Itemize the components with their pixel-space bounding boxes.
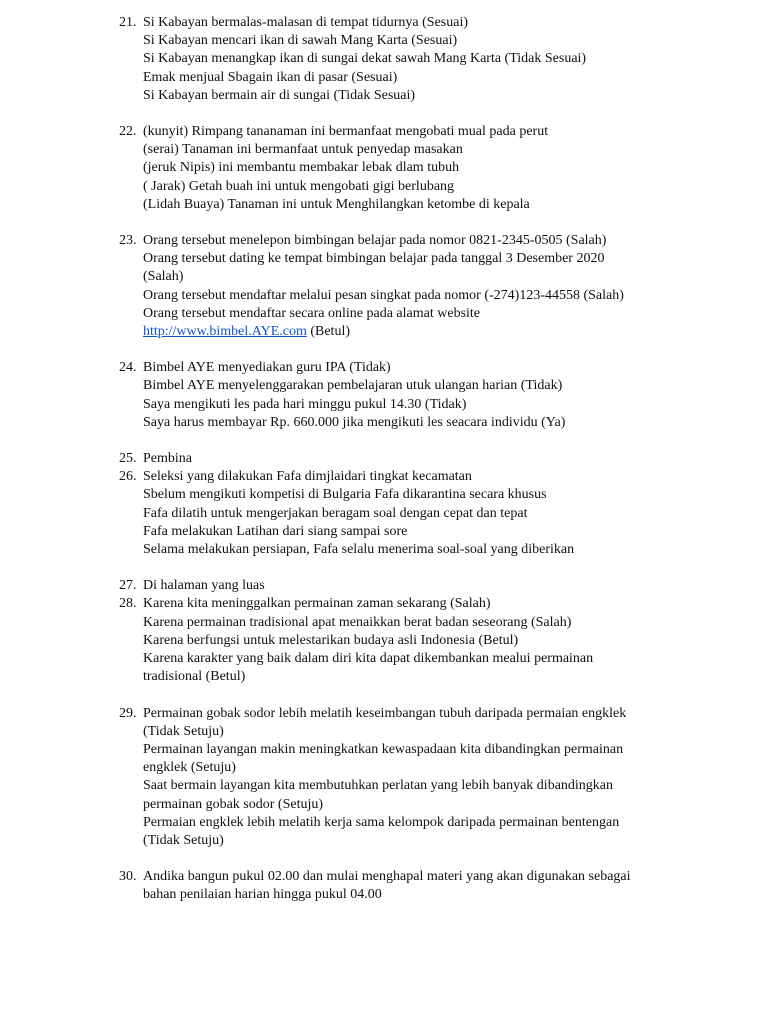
item-line: Selama melakukan persiapan, Fafa selalu menerima soal-soal yang diberikan	[143, 542, 575, 558]
item-line: Karena kita meninggalkan permainan zaman sekarang (Salah)	[143, 596, 491, 612]
item-lines	[143, 705, 703, 851]
item-line: Saya harus membayar Rp. 660.000 jika mengikuti les seacara individu (Ya)	[143, 414, 566, 430]
item-line: (kunyit) Rimpang tananaman ini bermanfaat mengobati mual pada perut	[143, 124, 549, 140]
item-line: (serai) Tanaman ini bermanfaat untuk penyedap masakan	[143, 142, 463, 158]
item-number: 24.	[119, 360, 137, 376]
item-line: Si Kabayan menangkap ikan di sungai dekat sawah Mang Karta (Tidak Sesuai)	[143, 51, 587, 67]
item-line: (Tidak Setuju)	[143, 723, 224, 739]
item-line: Saya mengikuti les pada hari minggu pukul 14.30 (Tidak)	[143, 396, 467, 412]
item-lines	[143, 450, 703, 468]
item-line: Si Kabayan mencari ikan di sawah Mang Karta (Sesuai)	[143, 33, 458, 49]
item-number: 29.	[119, 705, 137, 721]
item-line: Pembina	[143, 451, 192, 467]
item-line: permainan gobak sodor (Setuju)	[143, 796, 324, 812]
item-line: Fafa dilatih untuk mengerjakan beragam soal dengan cepat dan tepat	[143, 505, 528, 521]
item-lines	[143, 359, 703, 432]
item-line: Permainan gobak sodor lebih melatih keseimbangan tubuh daripada permaian engklek	[143, 705, 627, 721]
item-line: Karena karakter yang baik dalam diri kita dapat dikembankan mealui permainan	[143, 651, 594, 667]
item-lines	[143, 232, 703, 341]
list-item	[0, 705, 768, 851]
item-line: (Tidak Setuju)	[143, 832, 224, 848]
item-line: Bimbel AYE menyelenggarakan pembelajaran utuk ulangan harian (Tidak)	[143, 378, 563, 394]
list-item	[0, 232, 768, 341]
item-line: Karena permainan tradisional apat menaikkan berat badan seseorang (Salah)	[143, 614, 572, 630]
item-lines	[143, 577, 703, 595]
item-line: bahan penilaian harian hingga pukul 04.00	[143, 887, 382, 903]
item-number: 25.	[119, 451, 137, 467]
item-line: Orang tersebut mendaftar secara online pada alamat website	[143, 305, 481, 321]
item-line: Si Kabayan bermain air di sungai (Tidak Sesuai)	[143, 87, 416, 103]
item-line: Fafa melakukan Latihan dari siang sampai sore	[143, 523, 408, 539]
list-item	[0, 595, 768, 686]
item-line: (Salah)	[143, 269, 184, 285]
item-lines	[143, 123, 703, 214]
list-item	[0, 468, 768, 559]
item-line	[143, 323, 703, 341]
list-item	[0, 868, 768, 904]
item-number: 26.	[119, 469, 137, 485]
item-line: Seleksi yang dilakukan Fafa dimjlaidari tingkat kecamatan	[143, 469, 472, 485]
item-number: 27.	[119, 578, 137, 594]
item-line: (Lidah Buaya) Tanaman ini untuk Menghilangkan ketombe di kepala	[143, 196, 530, 212]
item-number: 21.	[119, 15, 137, 30]
item-line: Emak menjual Sbagain ikan di pasar (Sesuai)	[143, 69, 398, 85]
document-page	[0, 14, 768, 923]
item-lines	[143, 468, 703, 559]
item-line: engklek (Setuju)	[143, 760, 236, 776]
item-number: 30.	[119, 869, 137, 885]
list-item	[0, 123, 768, 214]
list-item	[0, 577, 768, 595]
item-line: Karena berfungsi untuk melestarikan budaya asli Indonesia (Betul)	[143, 632, 519, 648]
item-lines	[143, 14, 703, 105]
item-line: Andika bangun pukul 02.00 dan mulai menghapal materi yang akan digunakan sebagai	[143, 869, 631, 885]
item-number: 23.	[119, 233, 137, 249]
item-line: Bimbel AYE menyediakan guru IPA (Tidak)	[143, 360, 391, 376]
item-line: Permainan layangan makin meningkatkan kewaspadaan kita dibandingkan permainan	[143, 741, 624, 757]
item-line: Orang tersebut mendaftar melalui pesan singkat pada nomor (-274)123-44558 (Salah)	[143, 287, 624, 303]
list-item	[0, 359, 768, 432]
item-line: Sbelum mengikuti kompetisi di Bulgaria Fafa dikarantina secara khusus	[143, 487, 547, 503]
list-item	[0, 14, 768, 105]
item-lines	[143, 868, 703, 904]
website-link[interactable]: http://www.bimbel.AYE.com	[143, 324, 307, 340]
item-line: tradisional (Betul)	[143, 669, 246, 685]
item-lines	[143, 595, 703, 686]
item-number: 22.	[119, 124, 137, 140]
item-line: Si Kabayan bermalas-malasan di tempat tidurnya (Sesuai)	[143, 15, 469, 30]
link-suffix: (Betul)	[306, 324, 350, 340]
item-line: Orang tersebut dating ke tempat bimbingan belajar pada tanggal 3 Desember 2020	[143, 251, 605, 267]
item-line: Permaian engklek lebih melatih kerja sama kelompok daripada permainan bentengan	[143, 814, 620, 830]
item-line: ( Jarak) Getah buah ini untuk mengobati gigi berlubang	[143, 178, 455, 194]
item-line: Saat bermain layangan kita membutuhkan perlatan yang lebih banyak dibandingkan	[143, 778, 614, 794]
item-line: Orang tersebut menelepon bimbingan belajar pada nomor 0821-2345-0505 (Salah)	[143, 233, 607, 249]
item-number: 28.	[119, 596, 137, 612]
list-item	[0, 450, 768, 468]
item-line: (jeruk Nipis) ini membantu membakar lebak dlam tubuh	[143, 160, 460, 176]
item-line: Di halaman yang luas	[143, 578, 265, 594]
